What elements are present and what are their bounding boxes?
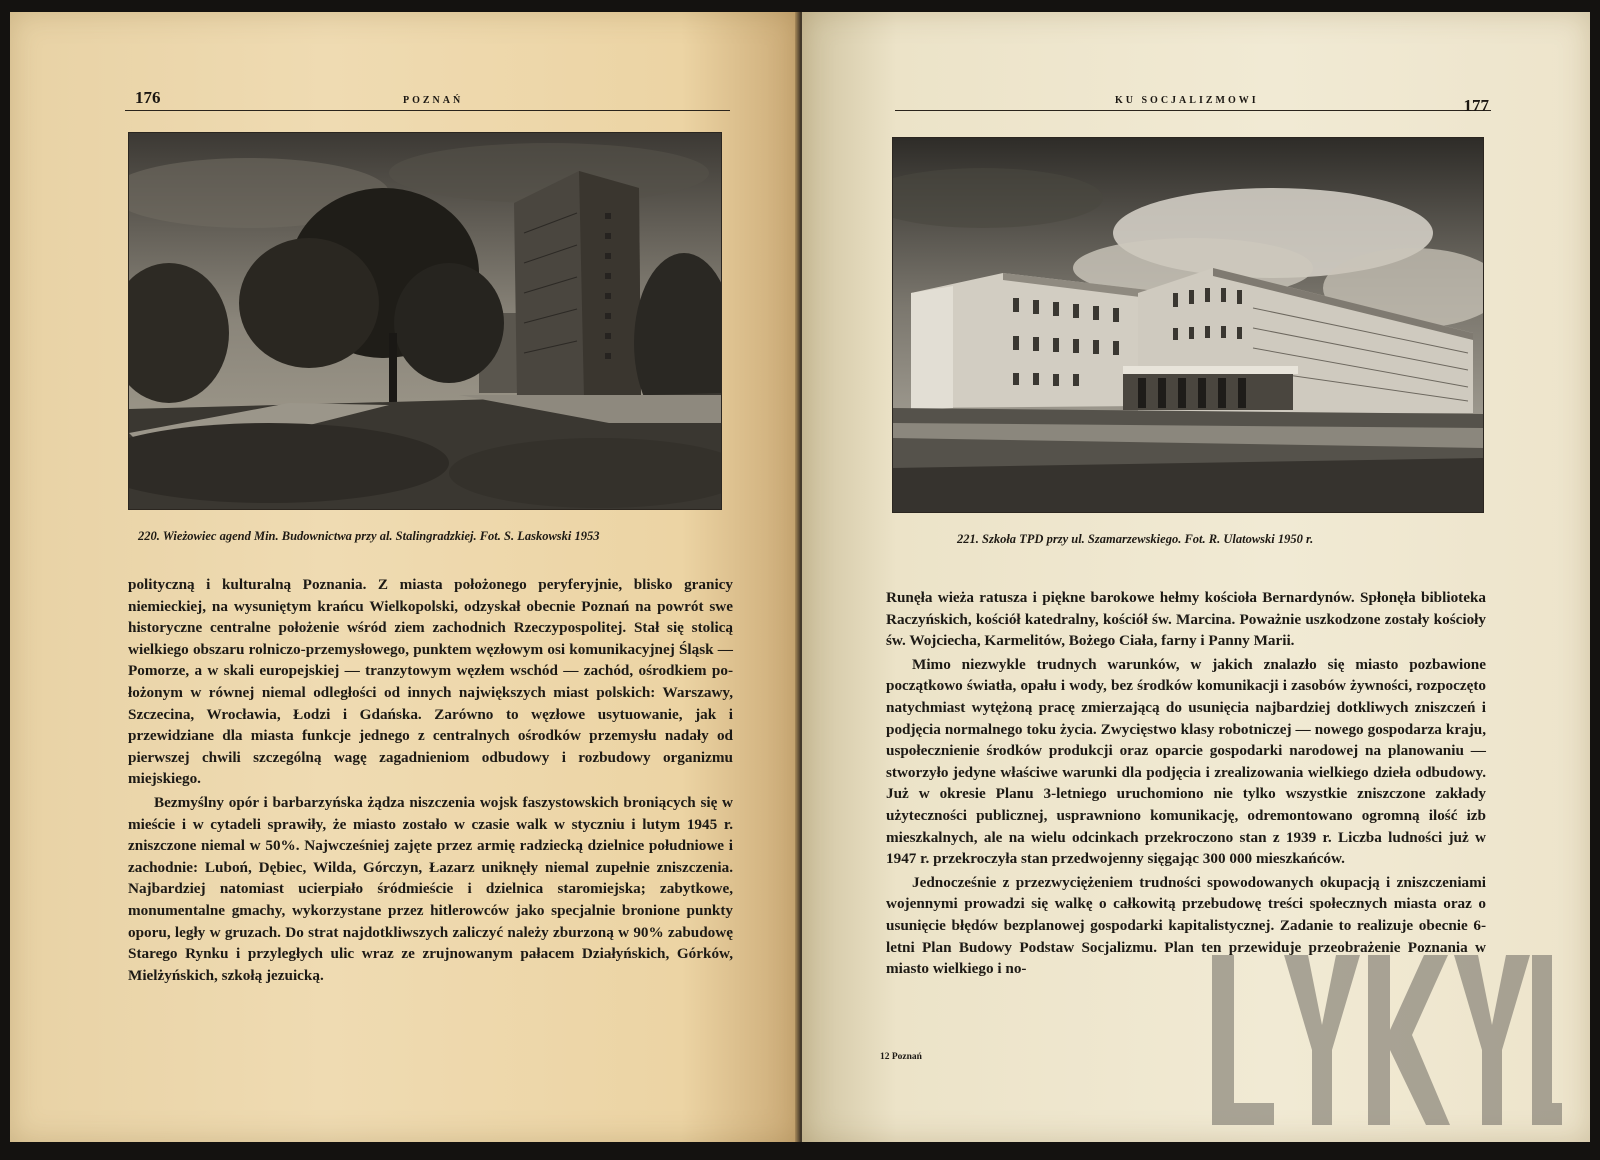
running-head-right — [895, 88, 1491, 115]
paragraph: Jednocześnie z przezwyciężeniem trudności spowodowanych okupacją i zniszczeniami wojennymi prowadzi się walkę o całkowitą przebudowę treści społecznych miasta oraz o usunięcie błędów bezplanowej gospodarki kapitalistycznej. Zadanie to realizuje obecnie 6-letni Plan Budowy Podstaw Socjalizmu. Plan ten przewiduje przeobrażenie Poznania w miasto wielkiego i no- — [886, 873, 1486, 978]
page-number-left: 176 — [135, 88, 161, 107]
body-text-left — [128, 574, 733, 986]
body-text-right — [886, 587, 1486, 980]
photo-tower-block — [128, 132, 722, 510]
photo-caption-right: 221. Szkoła TPD przy ul. Szamarzewskiego. Fot. R. Ulatowski 1950 r. — [957, 532, 1314, 546]
running-title-left: POZNAŃ — [403, 95, 464, 106]
photo-caption-left: 220. Wieżowiec agend Min. Budownictwa przy al. Stalingradzkiej. Fot. S. Laskowski 1953 — [138, 529, 600, 543]
left-page — [10, 12, 800, 1142]
page-number-right: 177 — [1463, 96, 1489, 115]
signature-mark: 12 Poznań — [880, 1052, 922, 1062]
paragraph: Runęła wieża ratusza i piękne barokowe hełmy kościoła Bernardynów. Spłonęła biblioteka Raczyńskich, kościół katedralny, kościół św. Marcina. Poważnie uszkodzone zostały kościoły św. Wojciecha, Karmelitów, Bożego Ciała, farny i Panny Marii. — [886, 589, 1486, 650]
running-head-left — [125, 88, 730, 111]
paragraph: polityczną i kulturalną Poznania. Z miasta położonego peryferyjnie, blisko granicy niemieckiej, na wysuniętym krańcu Wielkopolski, odzyskał obecnie Poznań na powrót swe historyczne centralne położenie wśród ziem zachodnich Rzeczypospolitej. Stał się stolicą wielkiego obszaru rolniczo-przemysłowego, punktem węzłowym osi komunikacyjnej Śląsk — Pomorze, a w skali europejskiej — tranzytowym węzłem wschód — zachód, ośrodkiem położonym w równej niemal odległości od innych największych miast polskich: Warszawy, Szczecina, Wrocławia, Łodzi i Gdańska. Zarówno to węzłowe usytuowanie, jak i przewidziane dla miasta funkcje jednego z centralnych ośrodków przemysłu nadały od pierwszej chwili szczególną wagę zagadnieniom odbudowy i rozbudowy organizmu miejskiego. — [128, 576, 733, 788]
photo-school-building — [892, 137, 1484, 513]
running-title-right: KU SOCJALIZMOWI — [1115, 95, 1259, 106]
paragraph: Mimo niezwykle trudnych warunków, w jakich znalazło się miasto pozbawione początkowo światła, opału i wody, bez środków komunikacji i zasobów żywności, rozpoczęto natychmiast wytężoną pracę zmierzającą do usunięcia najbardziej dotkliwych zniszczeń i podjęcia normalnego toku życia. Zwycięstwo klasy robotniczej — nowego gospodarza kraju, uspołecznienie środków produkcji oraz oparcie gospodarki narodowej na planowaniu — stworzyło jedyne właściwe warunki dla podjęcia i zrealizowania wielkiego dzieła odbudowy. Już w okresie Planu 3-letniego uruchomiono nie tylko wszystkie zniszczone zakłady użyteczności publicznej, usprawniono komunikację, odremontowano ogromną ilość izb mieszkalnych, ale na wielu odcinkach przekroczono stan z 1939 r. Liczba ludności już w 1947 r. przekroczyła stan przedwojenny sięgając 300 000 mieszkańców. — [886, 655, 1486, 868]
paragraph: Bezmyślny opór i barbarzyńska żądza niszczenia wojsk faszystowskich broniących się w mieście i w cytadeli sprawiły, że miasto zostało w czasie walk w styczniu i lutym 1945 r. zniszczone niemal w 50%. Najwcześniej zajęte przez armię radziecką dzielnice południowe i zachodnie: Luboń, Dębiec, Wilda, Górczyn, Łazarz uniknęły niemal zupełnie zniszczenia. Najbardziej natomiast ucierpiało śródmieście i dzielnica staromiejska; zabytkowe, monumentalne gmachy, wykorzystane przez hitlerowców jako specjalnie bronione punkty oporu, legły w gruzach. Do strat najdotkliwszych zaliczyć należy zburzoną w 90% zabudowę Starego Rynku i przyległych ulic wraz ze zrujnowanym pałacem Działyńskich, Górków, Mielżyńskich, szkołą jezuicką. — [128, 793, 733, 984]
watermark-logo — [1212, 955, 1562, 1125]
